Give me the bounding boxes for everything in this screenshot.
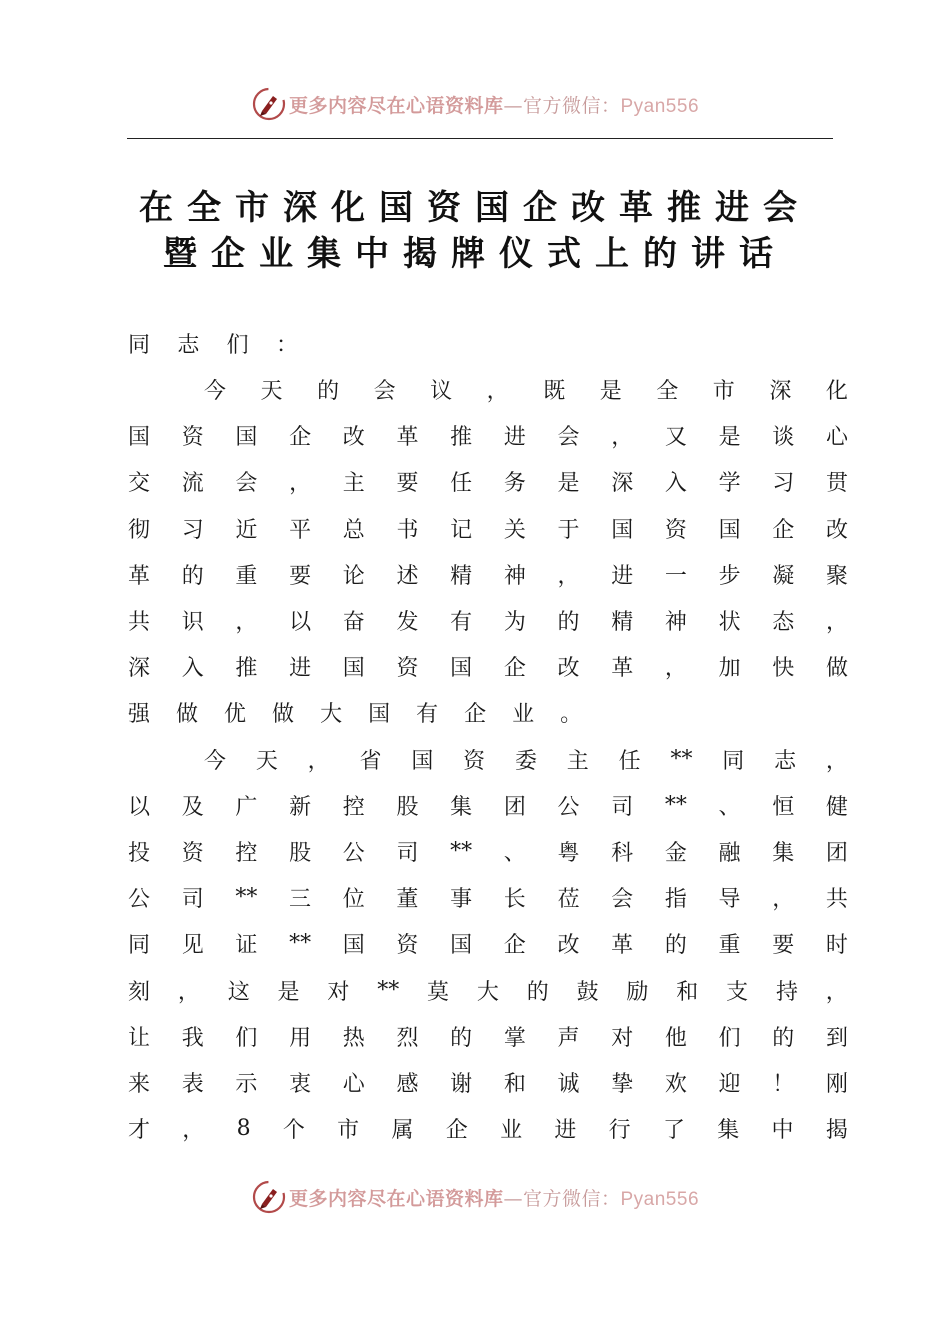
body-line: 国 资 国 企 改 革 推 进 会 ， 又 是 谈 心: [128, 424, 848, 450]
body-line: 共 识 ， 以 奋 发 有 为 的 精 神 状 态 ，: [128, 609, 848, 635]
watermark-text: [289, 91, 699, 118]
body-line: 交 流 会 ， 主 要 任 务 是 深 入 学 习 贯: [128, 470, 848, 496]
pen-nib-logo-icon: [251, 1179, 287, 1215]
watermark-sep: —官方微信：: [503, 94, 621, 117]
body-line: 今 天 ， 省 国 资 委 主 任 ** 同 志 ，: [204, 746, 848, 774]
pen-nib-logo-icon: [251, 86, 287, 122]
body-line: 公 司 ** 三 位 董 事 长 莅 会 指 导 ， 共: [128, 884, 848, 912]
watermark-sep: —官方微信：: [503, 1187, 621, 1210]
header-divider: [127, 138, 833, 139]
body-line: 以 及 广 新 控 股 集 团 公 司 ** 、 恒 健: [128, 792, 848, 820]
body-line: 才 ， 8 个 市 属 企 业 进 行 了 集 中 揭: [128, 1115, 848, 1143]
watermark-cn: 更多内容尽在心语资料库: [288, 1187, 504, 1210]
body-line: 彻 习 近 平 总 书 记 关 于 国 资 国 企 改: [128, 517, 848, 543]
body-line: 来 表 示 衷 心 感 谢 和 诚 挚 欢 迎 ！ 刚: [128, 1071, 848, 1097]
footer-watermark: [0, 1177, 950, 1217]
watermark-id: Pyan556: [620, 1188, 700, 1210]
watermark-text: [289, 1184, 699, 1211]
header-watermark: [0, 84, 950, 124]
greeting: 同 志 们 ：: [128, 332, 298, 358]
body-line: 深 入 推 进 国 资 国 企 改 革 ， 加 快 做: [128, 655, 848, 681]
body-line: 同 见 证 ** 国 资 国 企 改 革 的 重 要 时: [128, 930, 848, 958]
watermark-id: Pyan556: [620, 95, 700, 117]
body-line: 今 天 的 会 议 ， 既 是 全 市 深 化: [204, 378, 848, 404]
body-line: 革 的 重 要 论 述 精 神 ， 进 一 步 凝 聚: [128, 563, 848, 589]
body-line: 让 我 们 用 热 烈 的 掌 声 对 他 们 的 到: [128, 1025, 848, 1051]
document-title-line-2: 暨企业集中揭牌仪式上的讲话: [163, 234, 787, 274]
document-title-line-1: 在全市深化国资国企改革推进会: [139, 188, 811, 228]
watermark-cn: 更多内容尽在心语资料库: [288, 94, 504, 117]
body-line: 刻 ， 这 是 对 ** 莫 大 的 鼓 励 和 支 持 ，: [128, 977, 848, 1005]
body-line: 投 资 控 股 公 司 ** 、 粤 科 金 融 集 团: [128, 838, 848, 866]
body-line: 强 做 优 做 大 国 有 企 业 。: [128, 701, 583, 727]
